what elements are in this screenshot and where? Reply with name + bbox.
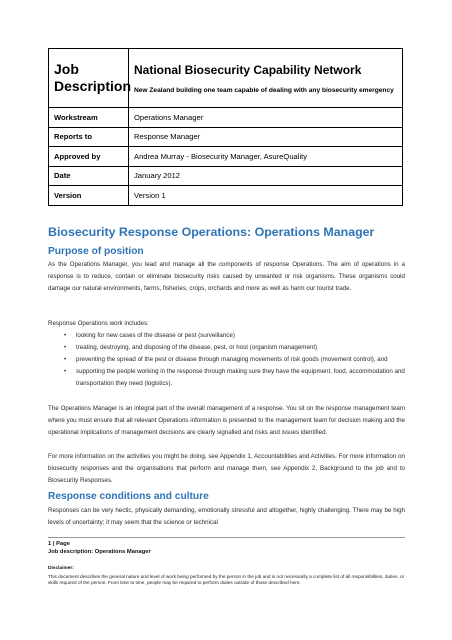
network-subtitle: New Zealand building one team capable of dealing with any biosecurity emergency [134, 87, 394, 94]
bullet-icon: • [64, 356, 67, 363]
conditions-paragraph: Responses can be very hectic, physically demanding, emotionally stressful and altogether, highly challenging. There may be high levels of uncertainty; it may seem that the science or technical [48, 507, 405, 526]
footer-divider [48, 537, 405, 538]
workstream-value: Operations Manager [129, 108, 403, 128]
network-title: National Biosecurity Capability Network [134, 63, 362, 77]
list-item: • preventing the spread of the pest or disease through managing movements of risk goods (movement control), and [48, 354, 405, 366]
version-value: Version 1 [129, 186, 403, 206]
disclaimer-text: This document describes the general nature and level of work being performed by the person in the job and is not necessarily a complete list of all responsibilities, duties, or skills required of the person. From time to time, people may be required to perform duties outside of those described here. [48, 574, 405, 586]
page-title: Biosecurity Response Operations: Operations Manager [48, 225, 375, 239]
approved-by-label: Approved by [49, 147, 129, 167]
job-description-cell [49, 49, 132, 108]
purpose-heading: Purpose of position [48, 246, 144, 257]
version-label: Version [49, 186, 129, 206]
date-label: Date [49, 166, 129, 186]
operations-work-list [48, 330, 405, 390]
disclaimer-heading: Disclaimer: [48, 566, 74, 571]
list-item: • supporting the people working in the response through making sure they have the equipment, food, accommodation and transportation they need (logistics). [64, 368, 405, 387]
role-paragraph: The Operations Manager is an integral part of the overall management of a response. You sit on the response management team where you must ensure that all relevant Operations information is presented to the management team for decision making and the operational implications of management decisions are clearly signalled and risks and issues identified. [48, 405, 405, 436]
job-description-label: Job Description [54, 61, 132, 94]
page-number: 1 | Page [48, 541, 70, 547]
more-info-paragraph: For more information on the activities you might be doing, see Appendix 1, Accountabilities and Activities. For more information on biosecurity responses and the organisations that perform and manage them, see Appendix 2, Background to the job and to Biosecurity Responses. [48, 453, 405, 484]
list-intro: Response Operations work includes: [48, 320, 149, 327]
reports-to-value: Response Manager [129, 127, 403, 147]
job-header-table [48, 48, 403, 206]
footer-doc-title: Job description: Operations Manager [48, 549, 151, 555]
conditions-heading: Response conditions and culture [48, 491, 209, 502]
bullet-icon: • [64, 344, 67, 351]
bullet-icon: • [64, 368, 67, 375]
list-item: • treating, destroying, and disposing of the disease, pest, or host (organism management) [48, 342, 405, 354]
reports-to-label: Reports to [49, 127, 129, 147]
bullet-icon: • [64, 332, 67, 339]
date-value: January 2012 [129, 166, 403, 186]
list-item: • looking for new cases of the disease or pest (surveillance) [48, 330, 405, 342]
network-cell [129, 49, 403, 108]
approved-by-value: Andrea Murray - Biosecurity Manager, AsureQuality [129, 147, 403, 167]
workstream-label: Workstream [49, 108, 129, 128]
purpose-paragraph: As the Operations Manager, you lead and manage all the components of response Operations. The aim of operations in a response is to reduce, contain or eliminate biosecurity risks caused by unwanted or risk organisms. These organisms could damage our natural environments, farms, fisheries, crops, orchards and more as well as harm our tourist trade. [48, 261, 405, 292]
